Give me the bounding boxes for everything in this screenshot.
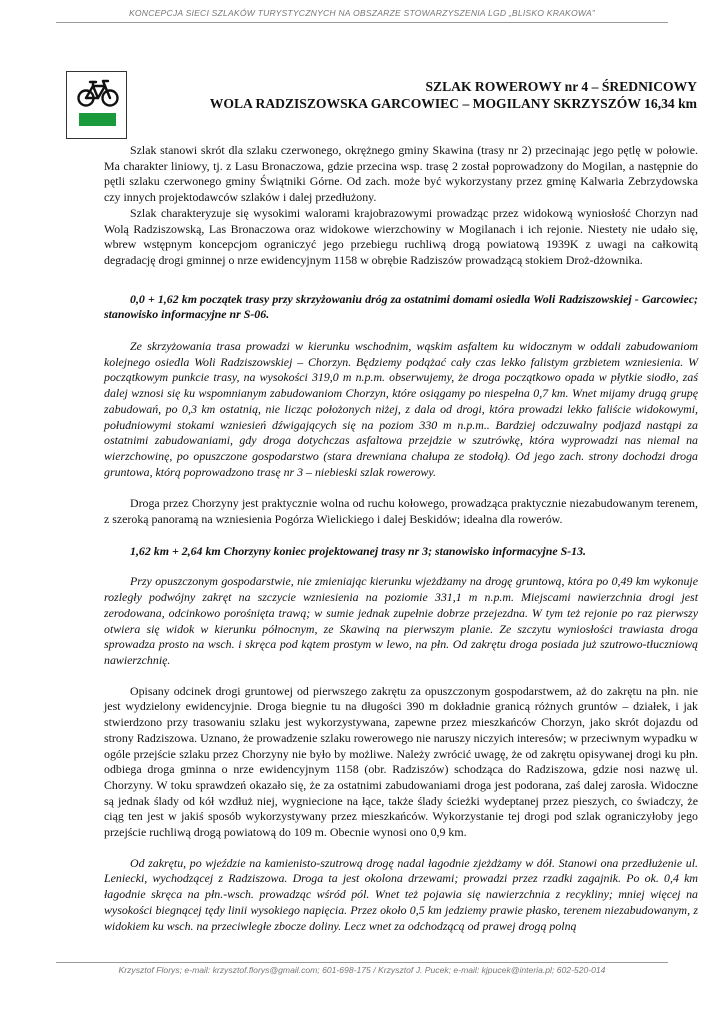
section2-continuation-paragraph: Od zakrętu, po wjeździe na kamienisto-szutrową drogę nadal łagodnie zjeżdżamy w dół. Stanowi ona przedłużenie ul. Leniecki, wychodzącej z Radziszowa. Droga ta jest okolona drzewami; prowadzi przez rzadki zagajnik. Po ok. 0,4 km łagodnie skręca na płn.-wsch. prowadząc wśród pól. Wnet też pojawia się nawierzchnia z recykliny; mniej więcej na wysokości biegnącej tędy linii wysokiego napięcia. Przez około 0,5 km jedziemy prawie płasko, terenem niezabudowanym, z widokiem ku wsch. na przeciwległe zbocze doliny. Lecz wnet za odchodzącą od prawej drogą polną: [104, 855, 698, 933]
page-footer-text: Krzysztof Florys; e-mail: krzysztof.florys@gmail.com; 601-698-175 / Krzysztof J. Pucek; e-mail: kjpucek@interia.pl; 602-520-014: [118, 965, 606, 975]
trail-title: [140, 78, 697, 112]
document-body: [104, 143, 698, 934]
trail-title-line2: WOLA RADZISZOWSKA GARCOWIEC – MOGILANY SKRZYSZÓW 16,34 km: [209, 96, 697, 111]
section-heading-1: 0,0 + 1,62 km początek trasy przy skrzyżowaniu dróg za ostatnimi domami osiedla Woli Radziszowskiej - Garcowiec; stanowisko informacyjne nr S-06.: [104, 291, 698, 322]
paragraph-intro: Szlak stanowi skrót dla szlaku czerwonego, okrężnego gminy Skawina (trasy nr 2) przecinając jego pętlę w połowie. Ma charakter liniowy, tj. z Lasu Bronaczowa, gdzie przecina wsp. trasę 2 został poprowadzony do Mogilan, a następnie do pętli szlaku czerwonego gminy Świątniki Górne. Od zach. może być wykorzystany przez gminę Kalwaria Zebrzydowska czy innych projektodawców szlaków i dalej przedłużony.: [104, 143, 698, 205]
header-divider: [56, 22, 668, 23]
section1-note-paragraph: Droga przez Chorzyny jest praktycznie wolna od ruchu kołowego, prowadząca praktycznie niezabudowanym terenem, z szeroką panoramą na wzniesienia Pogórza Wielickiego i dalej Beskidów; idealna dla rowerów.: [104, 496, 698, 527]
green-trail-color-bar: [79, 113, 116, 126]
section2-note-paragraph: Opisany odcinek drogi gruntowej od pierwszego zakrętu za opuszczonym gospodarstwem, aż do zakrętu na płn. nie jest wydzielony ewidencyjnie. Droga biegnie tu na długości 390 m dokładnie granicą różnych gruntów – działek, i jak stwierdzono przy trasowaniu szlaku jest wykorzystywana, zapewne przez mieszkańców Chorzyn, jako skrót dojazdu od strony Radziszowa. Uznano, że prowadzenie szlaku rowerowego nie naruszy niczyich interesów; w przeciwnym wypadku w ogóle przejście szlaku przez Chorzyny nie było by możliwe. Należy zwrócić uwagę, że od zakrętu opisywanej drogi ku płn. odbiega droga gminna o nrze ewidencyjnym 1158 (obr. Radziszów) schodząca do Radziszowa, gdzie nosi nazwę ul. Chorzyny. W toku sprawdzeń okazało się, że za ostatnimi zabudowaniami droga jest podorana, zaś dalej zarosła. Widoczne są jednak ślady od kół wzdłuż niej, wygniecione na łące, także ślady ścieżki wydeptanej przez pieszych, co świadczy, że ciąg ten jest w jakiś sposób wykorzystywany przez mieszkańców. Wykorzystanie tej drogi pod szlak ograniczyłoby jego przejście ruchliwą drogą powiatową do 109 m. Obecnie wynosi ono 0,9 km.: [104, 683, 698, 840]
bicycle-icon: [76, 78, 120, 108]
trail-title-line1: SZLAK ROWEROWY nr 4 – ŚREDNICOWY: [425, 79, 697, 94]
section1-route-paragraph: Ze skrzyżowania trasa prowadzi w kierunku wschodnim, wąskim asfaltem ku widocznym w oddali zabudowaniom kolejnego osiedla Woli Radziszowskiej – Chorzyn. Będziemy podążać cały czas lekko falistym grzbietem wzniesienia. W początkowym punkcie trasy, na wysokości 319,0 m n.p.m. obserwujemy, że droga początkowo opada w płytkie siodło, zaś dalej wznosi się ku wspomnianym zabudowaniom Chorzyn, które osiągamy po niespełna 0,7 km. Wnet mijamy drugą grupę zabudowań, po 0,3 km ostatnią, nie licząc położonych niżej, z dala od drogi, która prowadzi lekko faliście widokowymi, południowymi stokami wzniesień dźwigających się na poziom 330 m n.p.m.. Bardziej odczuwalny podjazd nastąpi za ostatnimi zabudowaniami, gdy droga dotychczas asfaltowa przejdzie w szutrówkę, która wyprowadzi nas niemal na wierzchowinę, po opuszczone gospodarstwo (stara drewniana chałupa ze stodołą). Od jego zach. strony dochodzi droga gruntowa, którą poprowadzono trasę nr 3 – niebieski szlak rowerowy.: [104, 339, 698, 479]
paragraph-character: Szlak charakteryzuje się wysokimi walorami krajobrazowymi prowadząc przez widokową wyniosłość Chorzyn nad Wolą Radziszowską, Las Bronaczowa oraz widokowe wierzchowiny w Mogilanach i ich rejonie. Niestety nie udało się, wbrew wstępnym koncepcjom ograniczyć jego przebiegu ruchliwą drogą powiatową 1939K z uwagi na całkowitą degradację drogi gminnej o nrze ewidencyjnym 1158 w obrębie Radziszów prowadzącą stokiem Droż-dżownika.: [104, 205, 698, 267]
section2-route-paragraph: Przy opuszczonym gospodarstwie, nie zmieniając kierunku wjeżdżamy na drogę gruntową, która po 0,49 km wykonuje rozległy podwójny zakręt na szczycie wzniesienia na poziomie 331,1 m n.p.m. Miejscami nawierzchnia drogi jest zerodowana, odcinkowo porośnięta trawą; w sumie jednak zupełnie dobrze przejezdna. W tym też rejonie po raz pierwszy otwiera się widok w kierunku północnym, ze Skawiną na pierwszym planie. Ze szczytu wyniosłości trawiasta droga sprowadza prosto na wsch. i skręca pod kątem prostym w lewo, na płn. Od zakrętu droga posiada już szutrowo-tłuczniową nawierzchnię.: [104, 574, 698, 667]
section-heading-2: 1,62 km + 2,64 km Chorzyny koniec projektowanej trasy nr 3; stanowisko informacyjne S-13.: [130, 543, 587, 558]
trail-marker: [66, 71, 127, 139]
page-header-text: KONCEPCJA SIECI SZLAKÓW TURYSTYCZNYCH NA OBSZARZE STOWARZYSZENIA LGD „BLISKO KRAKOWA”: [128, 8, 595, 18]
footer-divider: [56, 962, 668, 963]
